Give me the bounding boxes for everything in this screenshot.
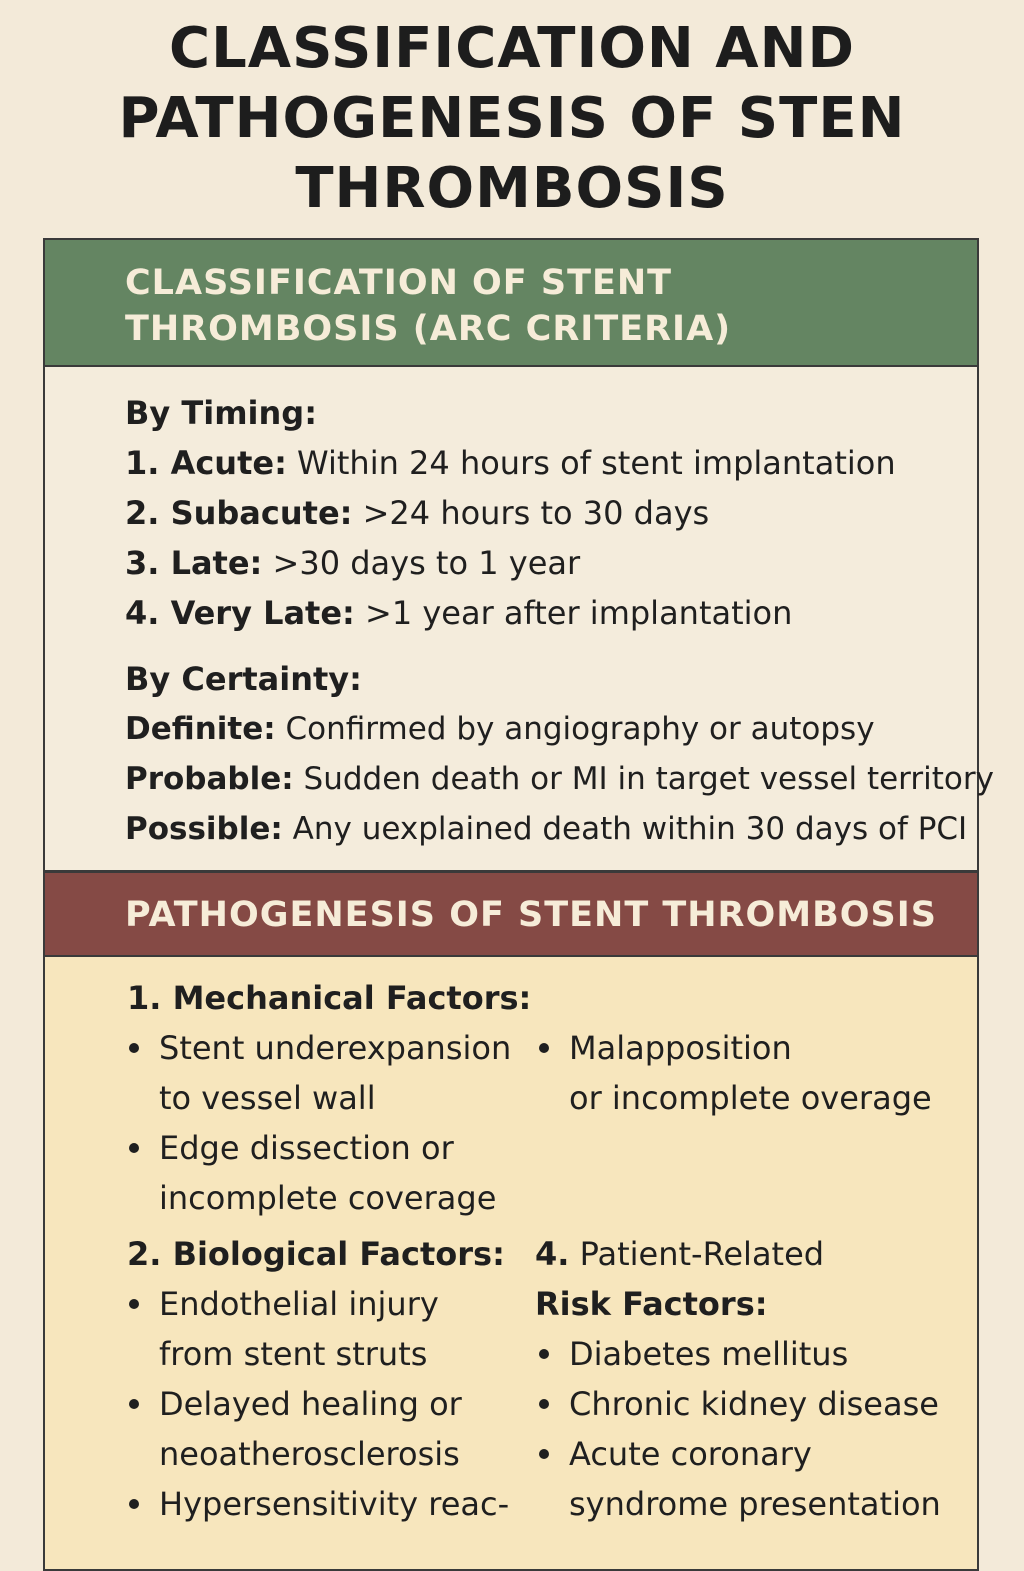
- bullet-icon: [129, 1043, 139, 1053]
- classification-header-line-1: CLASSIFICATION OF STENT: [125, 263, 673, 303]
- patient-heading-line-1: Patient-Related: [569, 1235, 825, 1273]
- list-item-line: Edge dissection or: [159, 1129, 454, 1167]
- bullet-icon: [539, 1399, 549, 1409]
- bullet-icon: [129, 1499, 139, 1509]
- bullet-icon: [129, 1399, 139, 1409]
- timing-item-label: 2. Subacute:: [125, 494, 353, 532]
- certainty-item-label: Definite:: [125, 711, 276, 747]
- certainty-item: [125, 804, 975, 854]
- bullet-icon: [539, 1349, 549, 1359]
- list-item-line: Acute coronary: [569, 1435, 812, 1473]
- timing-heading: By Timing:: [125, 394, 317, 432]
- certainty-item-text: Confirmed by angiography or autopsy: [275, 711, 875, 747]
- certainty-item-label: Possible:: [125, 811, 283, 847]
- mechanical-list-left: [123, 1023, 531, 1223]
- certainty-item-text: Sudden death or MI in target vessel territory: [293, 761, 994, 797]
- timing-item-text: >1 year after implantation: [354, 594, 793, 632]
- patient-list: [533, 1329, 941, 1529]
- patient-section: [535, 1229, 941, 1529]
- page-title-line-1: CLASSIFICATION AND: [169, 16, 855, 81]
- list-item-line: Endothelial injury: [159, 1285, 439, 1323]
- timing-item: [125, 538, 896, 588]
- list-item-line: Malapposition: [569, 1029, 792, 1067]
- page-title-line-3: THROMBOSIS: [295, 156, 729, 221]
- certainty-section: [125, 654, 994, 854]
- list-item: [533, 1023, 932, 1123]
- timing-item-text: >30 days to 1 year: [262, 544, 581, 582]
- bullet-icon: [129, 1299, 139, 1309]
- bullet-icon: [539, 1449, 549, 1459]
- list-item-line: neoatherosclerosis: [159, 1435, 460, 1473]
- biological-section: [127, 1229, 509, 1529]
- timing-section: [125, 388, 896, 638]
- timing-item-label: 3. Late:: [125, 544, 263, 582]
- mechanical-section-right: [533, 1023, 932, 1123]
- list-item: [533, 1379, 941, 1429]
- page-title: [0, 14, 1024, 224]
- classification-panel: [43, 238, 994, 872]
- timing-item-label: 4. Very Late:: [125, 594, 355, 632]
- list-item: [123, 1479, 509, 1529]
- page-title-line-2: PATHOGENESIS OF STEN: [118, 86, 906, 151]
- mechanical-list-right: [533, 1023, 932, 1123]
- certainty-item: [125, 754, 994, 804]
- list-item-line: incomplete coverage: [159, 1179, 497, 1217]
- biological-list: [123, 1279, 509, 1529]
- list-item: [123, 1279, 509, 1379]
- certainty-item-text: Any uexplained death within 30 days of PCI: [282, 811, 968, 847]
- list-item-line: or incomplete overage: [569, 1079, 932, 1117]
- list-item: [123, 1023, 531, 1123]
- timing-item-text: >24 hours to 30 days: [352, 494, 710, 532]
- timing-item: [125, 588, 896, 638]
- classification-header-line-2: THROMBOSIS (ARC CRITERIA): [125, 309, 732, 349]
- biological-heading: 2. Biological Factors:: [127, 1235, 505, 1273]
- list-item-line: Stent underexpansion: [159, 1029, 512, 1067]
- list-item: [533, 1429, 941, 1529]
- timing-item: [125, 438, 896, 488]
- timing-item-text: Within 24 hours of stent implantation: [286, 444, 896, 482]
- bullet-icon: [539, 1043, 549, 1053]
- pathogenesis-panel: [43, 871, 979, 1571]
- mechanical-heading: 1. Mechanical Factors:: [127, 979, 532, 1017]
- bullet-icon: [129, 1143, 139, 1153]
- list-item-line: Delayed healing or: [159, 1385, 462, 1423]
- list-item: [123, 1123, 531, 1223]
- timing-item: [125, 488, 896, 538]
- mechanical-section: [127, 973, 531, 1223]
- certainty-item: [125, 704, 975, 754]
- certainty-heading: By Certainty:: [125, 660, 362, 698]
- pathogenesis-header: PATHOGENESIS OF STENT THROMBOSIS: [45, 873, 977, 957]
- list-item: [533, 1329, 941, 1379]
- list-item-line: from stent struts: [159, 1335, 428, 1373]
- patient-heading: [535, 1229, 941, 1279]
- list-item-line: syndrome presentation: [569, 1485, 941, 1523]
- patient-heading-line-2: Risk Factors:: [535, 1285, 768, 1323]
- certainty-item-label: Probable:: [125, 761, 294, 797]
- list-item: [123, 1379, 509, 1479]
- list-item-line: Hypersensitivity reac-: [159, 1485, 510, 1523]
- timing-item-label: 1. Acute:: [125, 444, 287, 482]
- classification-header: [45, 240, 977, 367]
- list-item-line: to vessel wall: [159, 1079, 376, 1117]
- list-item-line: Chronic kidney disease: [569, 1385, 939, 1423]
- list-item-line: Diabetes mellitus: [569, 1335, 849, 1373]
- patient-heading-number: 4.: [535, 1235, 570, 1273]
